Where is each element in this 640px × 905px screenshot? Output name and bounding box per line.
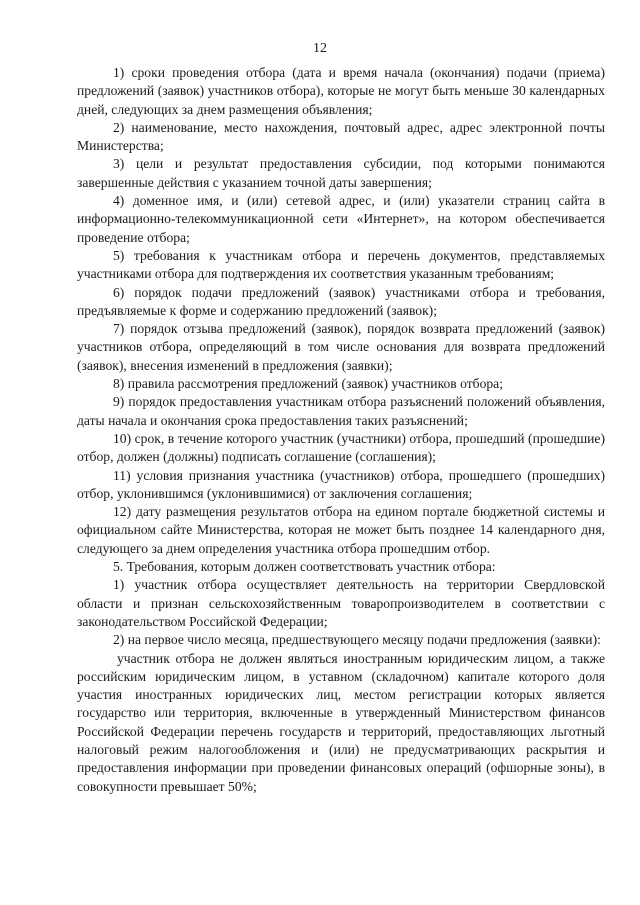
paragraph-item-4: 4) доменное имя, и (или) сетевой адрес, и (или) указатели страниц сайта в информационно-телекоммуникационной сети «Интернет», на котором обеспечивается проведение отбора; xyxy=(77,193,605,245)
section-5-heading: 5. Требования, которым должен соответствовать участник отбора: xyxy=(113,559,496,575)
requirement-item-2: 2) на первое число месяца, предшествующего месяцу подачи предложения (заявки): xyxy=(113,632,601,648)
paragraph-item-2: 2) наименование, место нахождения, почтовый адрес, адрес электронной почты Министерства; xyxy=(77,119,605,154)
paragraph-item-12: 12) дату размещения результатов отбора на едином портале бюджетной системы и официальном сайте Министерства, которая не может быть позднее 14 календарного дня, следующего за днем определения участника отбора прошедшим отбор. xyxy=(77,504,605,556)
paragraph-item-1: 1) сроки проведения отбора (дата и время начала (окончания) подачи (приема) предложений (заявок) участников отбора), которые не могут быть меньше 30 календарных дней, следующих за днем размещения объявления; xyxy=(77,65,605,117)
paragraph-item-7: 7) порядок отзыва предложений (заявок), порядок возврата предложений (заявок) участников отбора, определяющий в том числе основания для возврата предложений (заявок), внесения изменений в предложения (заявки); xyxy=(77,321,605,373)
requirement-item-1: 1) участник отбора осуществляет деятельность на территории Свердловской области и признан сельскохозяйственным товаропроизводителем в соответствии с законодательством Российской Федерации; xyxy=(77,577,605,629)
paragraph-item-8: 8) правила рассмотрения предложений (заявок) участников отбора; xyxy=(113,376,503,392)
page-number: 12 xyxy=(313,41,327,56)
requirement-subitem-foreign-entity: участник отбора не должен являться иностранным юридическим лицом, а также российским юридическим лицом, в уставном (складочном) капитале которого доля участия иностранных юридических лиц, местом регистрации которых является государство или территория, включенные в утвержденный Министерством финансов Российской Федерации перечень государств и территорий, предоставляющих льготный налоговый режим налогообложения и (или) не предусматривающих раскрытия и предоставления информации при проведении финансовых операций (офшорные зоны), в совокупности превышает 50%; xyxy=(77,650,605,794)
paragraph-item-6: 6) порядок подачи предложений (заявок) участниками отбора и требования, предъявляемые к форме и содержанию предложений (заявок); xyxy=(77,284,605,318)
paragraph-item-5: 5) требования к участникам отбора и перечень документов, представляемых участниками отбора для подтверждения их соответствия указанным требованиям; xyxy=(77,247,605,282)
paragraph-item-11: 11) условия признания участника (участников) отбора, прошедшего (прошедших) отбор, уклонившимся (уклонившимися) от заключения соглашения; xyxy=(77,467,605,501)
document-body xyxy=(77,64,605,796)
paragraph-item-3: 3) цели и результат предоставления субсидии, под которыми понимаются завершенные действия с указанием точной даты завершения; xyxy=(77,156,605,190)
paragraph-item-10: 10) срок, в течение которого участник (участники) отбора, прошедший (прошедшие) отбор, должен (должны) подписать соглашение (соглашения); xyxy=(77,430,605,465)
paragraph-item-9: 9) порядок предоставления участникам отбора разъяснений положений объявления, даты начала и окончания срока предоставления таких разъяснений; xyxy=(77,394,605,428)
